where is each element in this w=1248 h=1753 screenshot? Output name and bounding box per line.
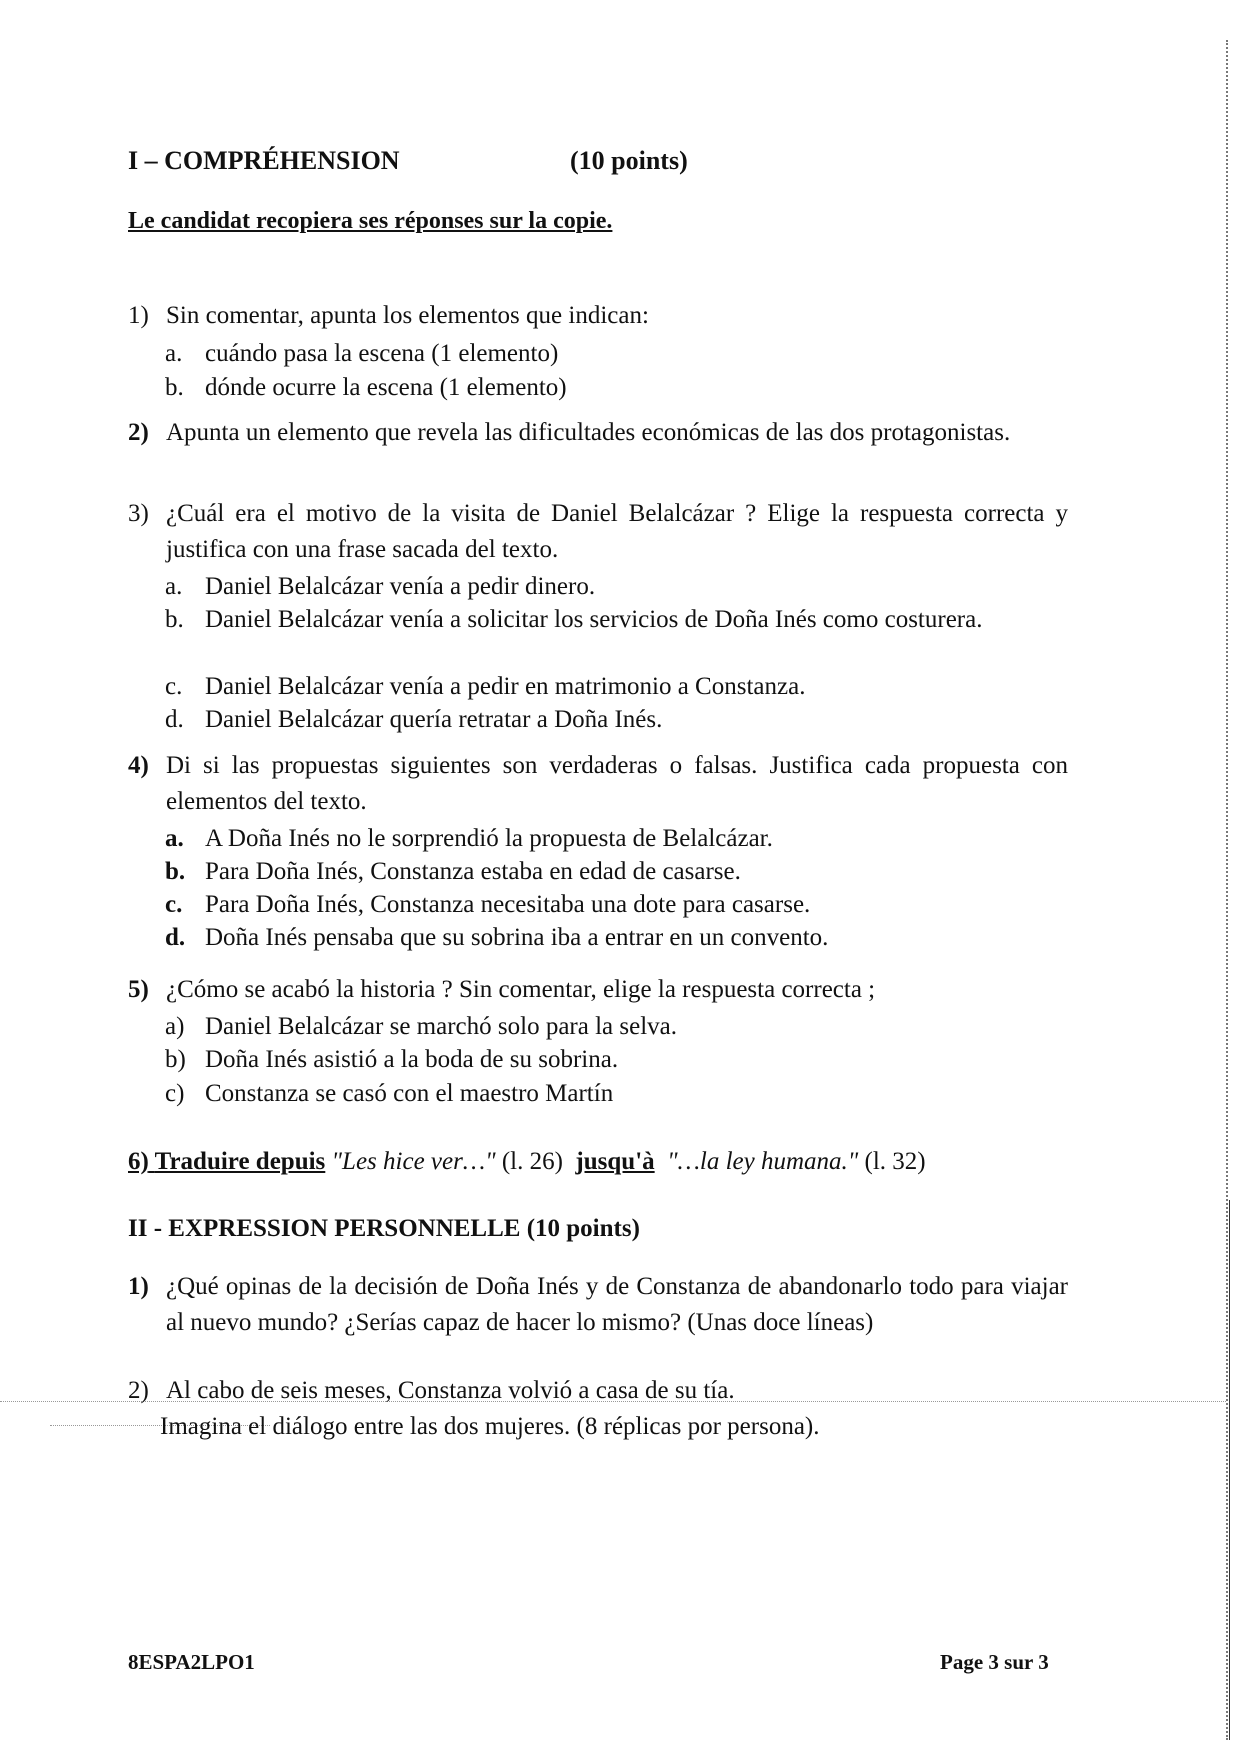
question-4 <box>128 748 1068 820</box>
question-text: ¿Qué opinas de la decisión de Doña Inés y de Constanza de abandonarlo todo para viajar al nuevo mundo? ¿Serías capaz de hacer lo mismo? (Unas doce líneas) <box>166 1273 1068 1336</box>
option <box>165 1043 1070 1077</box>
exam-code: 8ESPA2LPO1 <box>128 1650 255 1674</box>
question-5 <box>128 972 1068 1008</box>
option-text: cuándo pasa la escena (1 elemento) <box>205 340 559 367</box>
option-label: b. <box>165 606 184 633</box>
question-number: 1) <box>128 302 149 329</box>
question-text: ¿Cómo se acabó la historia ? Sin comentar, elige la respuesta correcta ; <box>166 976 876 1003</box>
option-label: c. <box>165 673 183 700</box>
line-from: (l. 26) <box>501 1148 563 1175</box>
option-text: Daniel Belalcázar venía a solicitar los servicios de Doña Inés como costurera. <box>205 606 983 633</box>
option-text: Doña Inés asistió a la boda de su sobrina. <box>205 1046 619 1073</box>
option-text: Daniel Belalcázar venía a pedir dinero. <box>205 573 596 600</box>
option-label: b. <box>165 858 186 885</box>
option-text: Constanza se casó con el maestro Martín <box>205 1080 614 1107</box>
translate-to-label: jusqu'à <box>575 1148 655 1175</box>
option-text: A Doña Inés no le sorprendió la propuesta de Belalcázar. <box>205 825 773 852</box>
option-text: Para Doña Inés, Constanza necesitaba una dote para casarse. <box>205 891 811 918</box>
question-number: 5) <box>128 976 149 1003</box>
question-text-line-2: Imagina el diálogo entre las dos mujeres. (8 réplicas por persona). <box>160 1413 820 1440</box>
page-number: Page 3 sur 3 <box>940 1650 1049 1674</box>
option <box>165 1010 1070 1044</box>
question-6 <box>128 1148 926 1176</box>
option-label: c) <box>165 1080 185 1107</box>
scan-edge-line <box>1229 1200 1230 1740</box>
question-2 <box>128 415 1068 451</box>
option <box>165 855 1070 889</box>
option-text: dónde ocurre la escena (1 elemento) <box>205 374 567 401</box>
option <box>165 703 1070 737</box>
question-text-line-1: Al cabo de seis meses, Constanza volvió a casa de su tía. <box>166 1377 735 1404</box>
translate-from-label: Traduire depuis <box>154 1148 326 1175</box>
option-text: Daniel Belalcázar se marchó solo para la selva. <box>205 1013 677 1040</box>
option <box>165 921 1070 955</box>
option <box>165 337 1070 371</box>
option-text: Daniel Belalcázar quería retratar a Doña Inés. <box>205 706 663 733</box>
expression-question-1 <box>128 1269 1068 1341</box>
option-text: Daniel Belalcázar venía a pedir en matrimonio a Constanza. <box>205 673 806 700</box>
question-text: Apunta un elemento que revela las dificultades económicas de las dos protagonistas. <box>166 419 1011 446</box>
option <box>165 570 1070 604</box>
question-text: ¿Cuál era el motivo de la visita de Daniel Belalcázar ? Elige la respuesta correcta y justifica con una frase sacada del texto. <box>166 500 1068 563</box>
question-3 <box>128 496 1068 568</box>
question-1 <box>128 298 1068 334</box>
section-2-title: II - EXPRESSION PERSONNELLE (10 points) <box>128 1215 640 1242</box>
option-label: b) <box>165 1046 186 1073</box>
option-text: Para Doña Inés, Constanza estaba en edad de casarse. <box>205 858 741 885</box>
question-number: 2) <box>128 1377 149 1404</box>
quote-from: "Les hice ver…" <box>331 1148 496 1175</box>
expression-question-2 <box>128 1373 1068 1445</box>
option-label: a. <box>165 340 183 367</box>
option-label: b. <box>165 374 184 401</box>
question-text: Sin comentar, apunta los elementos que indican: <box>166 302 649 329</box>
option-label: d. <box>165 924 186 951</box>
option <box>165 371 1070 405</box>
option-label: c. <box>165 891 183 918</box>
option-label: d. <box>165 706 184 733</box>
option-label: a) <box>165 1013 185 1040</box>
question-number: 3) <box>128 500 149 527</box>
quote-to: "…la ley humana." <box>667 1148 859 1175</box>
question-number: 2) <box>128 419 149 446</box>
section-1-title: I – COMPRÉHENSION <box>128 146 400 175</box>
option-label: a. <box>165 825 184 852</box>
question-number: 6) <box>128 1148 149 1175</box>
question-number: 1) <box>128 1273 149 1300</box>
question-text: Di si las propuestas siguientes son verdaderas o falsas. Justifica cada propuesta con elementos del texto. <box>166 752 1068 815</box>
option <box>165 888 1070 922</box>
option <box>165 670 1070 704</box>
line-to: (l. 32) <box>864 1148 926 1175</box>
option-text: Doña Inés pensaba que su sobrina iba a entrar en un convento. <box>205 924 829 951</box>
instruction: Le candidat recopiera ses réponses sur la copie. <box>128 208 613 234</box>
option <box>165 1077 1070 1111</box>
option-label: a. <box>165 573 183 600</box>
option <box>165 822 1070 856</box>
question-number: 4) <box>128 752 149 779</box>
option <box>165 603 1070 637</box>
section-1-points: (10 points) <box>570 146 688 175</box>
